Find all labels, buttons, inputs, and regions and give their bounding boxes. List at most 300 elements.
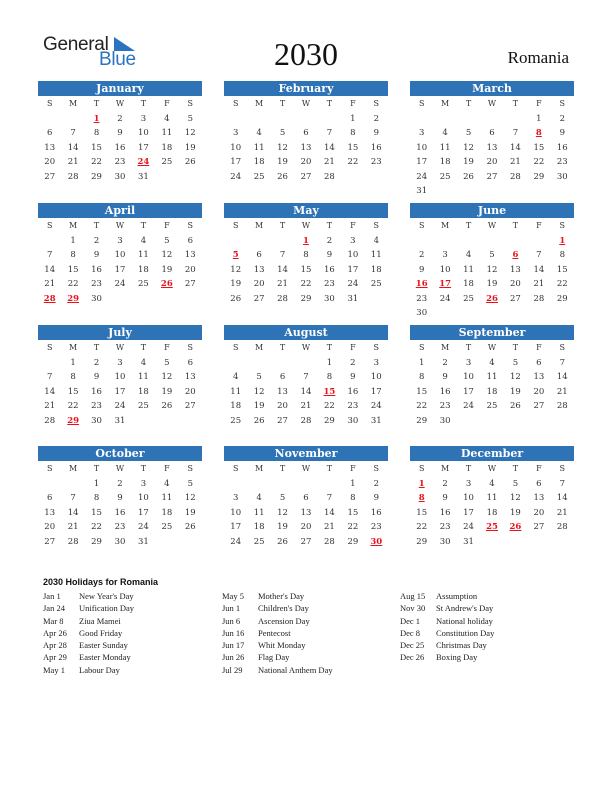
weekday-label: T (93, 343, 100, 352)
day-cell: 22 (91, 522, 102, 532)
day-cell: 2 (117, 478, 123, 489)
day-cell: 4 (140, 357, 147, 368)
day-cell: 13 (533, 372, 545, 382)
day-cell: 17 (114, 386, 126, 397)
day-cell: 10 (138, 493, 149, 503)
weekday-label: F (350, 343, 356, 352)
day-cell: 28 (324, 171, 335, 182)
day-cell: 9 (373, 493, 379, 503)
weekday-label: S (232, 464, 239, 473)
day-cell: 3 (117, 357, 123, 368)
weekday-label: T (326, 464, 333, 473)
holiday-row (400, 627, 494, 639)
day-grid (410, 341, 574, 428)
weekday-label: S (373, 343, 380, 352)
holiday-date: Jun 16 (222, 627, 245, 638)
day-cell: 21 (44, 279, 56, 289)
holiday-name: Whit Monday (258, 640, 306, 651)
holiday-name: Children's Day (258, 603, 309, 614)
day-cell: 15 (416, 386, 428, 397)
holiday-row (222, 615, 333, 627)
day-cell: 10 (439, 264, 451, 275)
day-cell: 8 (350, 493, 356, 503)
empty-cell (410, 112, 433, 127)
day-cell: 27 (253, 293, 265, 304)
holiday-row (222, 639, 333, 651)
day-cell: 4 (233, 372, 239, 382)
day-cell: 3 (350, 235, 356, 246)
weekday-label: F (164, 343, 170, 352)
day-cell: 14 (324, 507, 335, 518)
day-cell: 4 (256, 128, 262, 138)
day-grid (38, 97, 202, 184)
day-cell: 23 (370, 157, 382, 167)
day-cell: 26 (463, 171, 474, 182)
day-cell: 14 (44, 386, 56, 397)
day-cell: 10 (347, 250, 359, 260)
empty-cell (457, 112, 480, 127)
day-cell: 9 (350, 372, 356, 382)
day-cell: 31 (347, 293, 359, 304)
weekday-label: S (559, 343, 566, 352)
holiday-row (222, 651, 333, 663)
day-cell: 22 (556, 279, 568, 289)
holiday-row (222, 590, 333, 602)
day-cell: 10 (370, 372, 382, 382)
day-cell: 17 (463, 386, 474, 397)
day-cell: 12 (486, 264, 498, 275)
weekday-label: T (326, 343, 333, 352)
weekday-label: S (46, 464, 53, 473)
holiday-day-cell: 28 (43, 293, 56, 304)
day-cell: 13 (253, 264, 265, 275)
day-cell: 14 (556, 493, 568, 503)
day-cell: 12 (161, 250, 173, 260)
day-cell: 18 (138, 264, 149, 275)
empty-cell (247, 112, 270, 127)
day-cell: 18 (161, 507, 173, 518)
month-header: March (410, 81, 574, 96)
holiday-date: May 5 (222, 591, 244, 601)
day-cell: 4 (489, 357, 495, 368)
day-cell: 6 (536, 357, 542, 368)
day-cell: 30 (114, 536, 126, 547)
day-cell: 17 (230, 522, 242, 532)
weekday-label: F (350, 221, 356, 230)
day-cell: 18 (253, 522, 265, 532)
empty-cell (271, 112, 294, 127)
weekday-label: S (418, 221, 425, 230)
day-cell: 24 (114, 279, 126, 289)
day-cell: 4 (164, 113, 170, 124)
day-cell: 21 (510, 157, 521, 167)
empty-cell (433, 112, 456, 127)
day-cell: 1 (326, 357, 333, 368)
day-cell: 31 (114, 415, 126, 426)
day-cell: 16 (347, 386, 359, 397)
weekday-label: S (187, 221, 194, 230)
day-cell: 5 (187, 478, 193, 489)
weekday-label: S (418, 343, 425, 352)
month-header: May (224, 203, 388, 218)
month-header: June (410, 203, 574, 218)
day-cell: 5 (187, 113, 193, 124)
holiday-date: Jun 26 (222, 652, 245, 663)
holiday-day-cell: 26 (509, 522, 522, 532)
day-cell: 17 (138, 507, 149, 518)
month-june (410, 203, 574, 321)
day-cell: 11 (161, 493, 173, 503)
day-cell: 29 (347, 536, 359, 547)
day-cell: 4 (164, 478, 170, 489)
day-cell: 20 (486, 157, 498, 167)
day-cell: 11 (486, 372, 498, 382)
day-cell: 4 (442, 128, 448, 138)
day-cell: 4 (465, 250, 472, 260)
holiday-name: St Andrew's Day (436, 603, 494, 614)
day-cell: 30 (347, 415, 359, 426)
holiday-row (400, 602, 494, 614)
holiday-day-cell: 1 (303, 235, 309, 246)
weekday-label: T (512, 464, 519, 473)
day-cell: 2 (442, 478, 448, 489)
day-cell: 19 (161, 386, 173, 397)
day-cell: 11 (253, 507, 265, 518)
day-cell: 7 (70, 128, 76, 138)
day-cell: 23 (324, 279, 335, 289)
empty-cell (224, 356, 247, 371)
holiday-date: Mar 8 (43, 615, 64, 626)
day-cell: 5 (279, 128, 286, 138)
holiday-date: Nov 30 (400, 603, 426, 614)
day-cell: 18 (486, 507, 498, 518)
weekday-label: F (350, 464, 356, 473)
weekday-label: S (46, 99, 53, 108)
day-cell: 7 (326, 493, 333, 503)
day-cell: 24 (347, 279, 359, 289)
day-cell: 22 (67, 401, 79, 411)
holidays-column (43, 590, 134, 676)
day-cell: 27 (277, 415, 288, 426)
weekday-label: S (373, 221, 380, 230)
holidays-column (400, 590, 494, 664)
weekday-label: W (487, 221, 497, 230)
day-cell: 8 (326, 372, 333, 382)
holiday-day-cell: 30 (370, 536, 383, 547)
weekday-label: W (301, 221, 311, 230)
day-cell: 2 (93, 235, 100, 246)
holiday-date: Dec 26 (400, 652, 425, 663)
weekday-label: T (465, 221, 472, 230)
day-cell: 21 (67, 522, 79, 532)
day-cell: 11 (370, 250, 382, 260)
day-cell: 14 (300, 386, 312, 397)
day-cell: 27 (300, 171, 312, 182)
day-cell: 29 (533, 171, 545, 182)
day-cell: 22 (416, 401, 428, 411)
day-cell: 28 (556, 522, 568, 532)
day-cell: 12 (253, 386, 265, 397)
empty-cell (247, 477, 270, 492)
holiday-day-cell: 8 (418, 493, 425, 503)
day-cell: 8 (93, 493, 100, 503)
empty-cell (457, 234, 480, 249)
day-cell: 3 (465, 357, 472, 368)
holiday-date: Dec 25 (400, 640, 425, 651)
day-cell: 27 (44, 536, 56, 547)
day-cell: 13 (300, 507, 312, 518)
day-cell: 10 (463, 493, 474, 503)
weekday-label: M (69, 99, 78, 108)
day-cell: 20 (277, 401, 288, 411)
weekday-label: M (441, 464, 450, 473)
day-cell: 18 (230, 401, 242, 411)
day-cell: 27 (533, 522, 545, 532)
weekday-label: S (46, 221, 53, 230)
holiday-day-cell: 26 (160, 279, 173, 289)
day-cell: 28 (300, 415, 312, 426)
day-cell: 21 (556, 386, 568, 397)
weekday-label: S (418, 99, 425, 108)
day-cell: 9 (419, 264, 425, 275)
holiday-date: Jun 6 (222, 615, 241, 626)
month-header: February (224, 81, 388, 96)
day-cell: 10 (416, 142, 428, 153)
day-cell: 19 (230, 279, 242, 289)
day-cell: 13 (533, 493, 545, 503)
weekday-label: T (140, 99, 147, 108)
day-cell: 30 (91, 415, 102, 426)
holidays-column (222, 590, 333, 676)
day-cell: 13 (184, 250, 196, 260)
weekday-label: W (115, 221, 125, 230)
day-cell: 28 (533, 293, 545, 304)
day-cell: 2 (373, 113, 379, 124)
day-cell: 12 (277, 507, 288, 518)
empty-cell (294, 356, 317, 371)
day-cell: 7 (279, 250, 286, 260)
holiday-row (222, 664, 333, 676)
day-cell: 9 (373, 128, 379, 138)
day-cell: 6 (187, 235, 193, 246)
day-cell: 24 (416, 171, 428, 182)
day-cell: 3 (233, 128, 239, 138)
day-cell: 26 (184, 522, 196, 532)
day-cell: 27 (300, 536, 312, 547)
month-header: October (38, 446, 202, 461)
day-grid (410, 97, 574, 199)
weekday-label: W (301, 343, 311, 352)
weekday-label: S (46, 343, 53, 352)
day-cell: 29 (416, 415, 428, 426)
day-cell: 30 (324, 293, 335, 304)
weekday-label: S (418, 464, 425, 473)
day-cell: 1 (70, 357, 76, 368)
day-cell: 13 (510, 264, 521, 275)
day-cell: 27 (486, 171, 498, 182)
day-cell: 15 (347, 507, 359, 518)
day-cell: 9 (442, 493, 448, 503)
day-cell: 5 (465, 128, 472, 138)
holiday-name: Boxing Day (436, 652, 478, 663)
day-cell: 25 (161, 522, 173, 532)
day-cell: 26 (253, 415, 265, 426)
weekday-label: M (69, 343, 78, 352)
logo-word-general: General (43, 34, 109, 55)
day-cell: 3 (140, 113, 147, 124)
month-header: July (38, 325, 202, 340)
weekday-label: M (441, 99, 450, 108)
day-cell: 31 (370, 415, 382, 426)
day-cell: 26 (277, 171, 288, 182)
day-cell: 6 (536, 478, 542, 489)
day-cell: 4 (373, 235, 379, 246)
day-cell: 3 (373, 357, 379, 368)
month-august (224, 325, 388, 428)
weekday-label: F (350, 99, 356, 108)
day-cell: 18 (486, 386, 498, 397)
holiday-name: Constitution Day (436, 627, 495, 638)
holiday-row (43, 615, 134, 627)
day-cell: 5 (512, 357, 519, 368)
weekday-label: S (232, 343, 239, 352)
holiday-date: Apr 28 (43, 640, 67, 651)
day-cell: 25 (253, 171, 265, 182)
day-cell: 13 (277, 386, 288, 397)
holiday-date: May 1 (43, 664, 65, 675)
day-cell: 15 (533, 142, 545, 153)
day-cell: 3 (233, 493, 239, 503)
holiday-date: Dec 1 (400, 615, 421, 626)
empty-cell (433, 234, 456, 249)
day-cell: 21 (324, 157, 335, 167)
day-cell: 7 (47, 372, 53, 382)
weekday-label: W (487, 464, 497, 473)
day-cell: 13 (300, 142, 312, 153)
weekday-label: M (441, 221, 450, 230)
day-cell: 28 (67, 536, 79, 547)
day-cell: 21 (300, 401, 312, 411)
day-cell: 30 (556, 171, 568, 182)
day-cell: 6 (279, 372, 286, 382)
holiday-name: Flag Day (258, 652, 290, 663)
day-cell: 8 (419, 372, 425, 382)
weekday-label: F (536, 99, 542, 108)
weekday-label: F (536, 343, 542, 352)
day-cell: 14 (67, 142, 79, 153)
day-cell: 26 (510, 401, 521, 411)
day-cell: 23 (556, 157, 568, 167)
day-cell: 16 (114, 507, 126, 518)
day-cell: 5 (279, 493, 286, 503)
day-cell: 25 (161, 157, 173, 167)
day-cell: 23 (114, 522, 126, 532)
holiday-name: Labour Day (79, 664, 120, 675)
day-cell: 30 (114, 171, 126, 182)
day-cell: 19 (277, 157, 288, 167)
day-grid (224, 341, 388, 428)
weekday-label: T (326, 221, 333, 230)
weekday-label: S (559, 99, 566, 108)
day-cell: 25 (370, 279, 382, 289)
day-cell: 25 (486, 401, 498, 411)
weekday-label: S (232, 99, 239, 108)
weekday-label: S (187, 99, 194, 108)
day-cell: 21 (533, 279, 545, 289)
day-cell: 24 (463, 522, 474, 532)
empty-cell (294, 112, 317, 127)
day-cell: 2 (373, 478, 379, 489)
day-cell: 12 (184, 493, 196, 503)
day-cell: 7 (512, 128, 519, 138)
day-cell: 7 (559, 357, 565, 368)
holiday-name: Mother's Day (258, 591, 305, 601)
day-cell: 23 (439, 401, 451, 411)
holiday-row (43, 590, 134, 602)
day-cell: 27 (184, 401, 196, 411)
holiday-name: New Year's Day (79, 591, 134, 601)
month-header: April (38, 203, 202, 218)
day-cell: 3 (140, 478, 147, 489)
weekday-label: F (164, 464, 170, 473)
day-cell: 13 (44, 507, 56, 518)
day-cell: 12 (510, 372, 521, 382)
day-cell: 15 (67, 386, 79, 397)
holiday-name: Unification Day (79, 603, 134, 614)
day-cell: 23 (370, 522, 382, 532)
day-cell: 7 (70, 493, 76, 503)
month-header: August (224, 325, 388, 340)
day-cell: 29 (324, 415, 335, 426)
day-cell: 13 (486, 142, 498, 153)
day-cell: 28 (510, 171, 521, 182)
day-cell: 14 (67, 507, 79, 518)
weekday-label: S (559, 464, 566, 473)
holiday-row (222, 627, 333, 639)
day-cell: 11 (253, 142, 265, 153)
day-cell: 7 (47, 250, 53, 260)
empty-cell (247, 234, 270, 249)
day-cell: 24 (138, 522, 149, 532)
day-cell: 31 (138, 171, 149, 182)
day-cell: 26 (184, 157, 196, 167)
weekday-label: W (115, 343, 125, 352)
weekday-label: T (512, 343, 519, 352)
day-cell: 10 (114, 372, 126, 382)
day-cell: 16 (114, 142, 126, 153)
day-cell: 6 (303, 128, 309, 138)
day-cell: 12 (161, 372, 173, 382)
day-cell: 22 (416, 522, 428, 532)
day-cell: 2 (419, 250, 425, 260)
holiday-date: Aug 15 (400, 591, 426, 601)
day-cell: 4 (140, 235, 147, 246)
day-cell: 2 (326, 235, 333, 246)
weekday-label: S (373, 464, 380, 473)
day-cell: 4 (489, 478, 495, 489)
holiday-row (400, 639, 494, 651)
day-cell: 19 (486, 279, 498, 289)
empty-cell (294, 477, 317, 492)
day-cell: 9 (559, 128, 565, 138)
day-cell: 19 (463, 157, 474, 167)
day-cell: 1 (350, 478, 356, 489)
empty-cell (61, 477, 84, 492)
holiday-day-cell: 1 (418, 478, 425, 489)
day-cell: 18 (253, 157, 265, 167)
day-cell: 30 (439, 415, 451, 426)
day-cell: 22 (67, 279, 79, 289)
